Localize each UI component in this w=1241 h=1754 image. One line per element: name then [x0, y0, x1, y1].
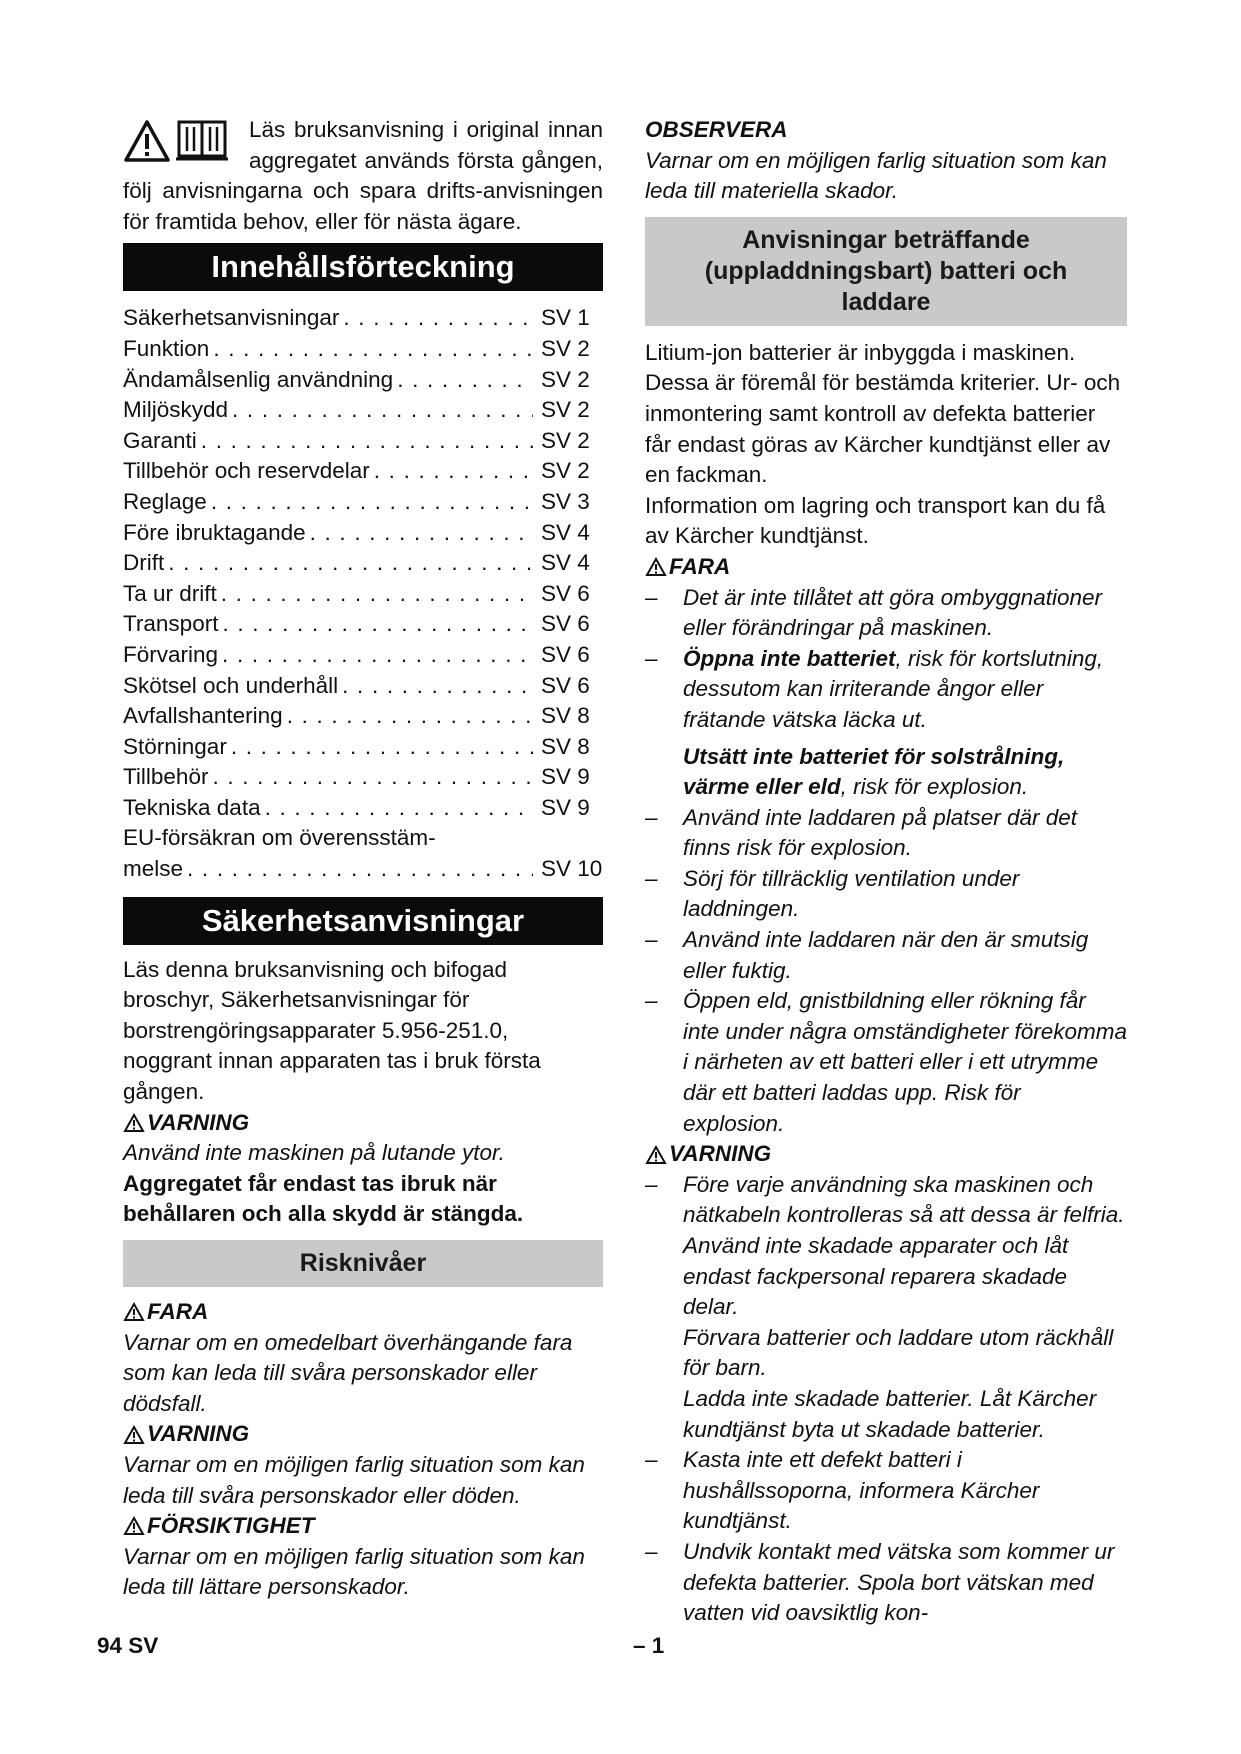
toc-title: Miljöskydd [123, 397, 229, 423]
toc-page: SV 6 [541, 641, 590, 667]
toc-list [123, 303, 603, 884]
toc-leader [261, 793, 533, 824]
toc-leader [283, 701, 533, 732]
toc-leader [338, 671, 533, 702]
risk-varning-text: Varnar om en möjligen farlig situation som kan leda till svåra personskador eller döden. [123, 1451, 585, 1508]
toc-row[interactable] [123, 671, 603, 702]
toc-row[interactable] [123, 640, 603, 671]
toc-title: melse [123, 856, 184, 882]
safety-bold-text: Aggregatet får endast tas ibruk när behållaren och alla skydd är stängda. [123, 1170, 524, 1227]
toc-page: SV 8 [541, 703, 590, 729]
list-item: – Använd inte laddaren på platser där det finns risk för explosion. [645, 804, 1078, 861]
toc-row[interactable] [123, 732, 603, 763]
risk-fara-label: FARA [123, 1297, 603, 1328]
toc-title: Ändamålsenlig användning [123, 366, 394, 392]
toc-title: Skötsel och underhåll [123, 672, 339, 698]
toc-page: SV 1 [541, 305, 590, 331]
toc-row-eu[interactable] [123, 823, 603, 854]
toc-leader [370, 456, 533, 487]
right-column [645, 115, 1127, 1629]
toc-page: SV 4 [541, 519, 590, 545]
toc-title: Säkerhetsanvisningar [123, 305, 340, 331]
risk-forsiktighet-text: Varnar om en möjligen farlig situation som kan leda till lättare personskador. [123, 1543, 585, 1600]
toc-row[interactable] [123, 609, 603, 640]
toc-leader [208, 762, 533, 793]
toc-title: EU-försäkran om överensstäm- [123, 825, 436, 851]
toc-page: SV 9 [541, 764, 590, 790]
risk-levels-section [123, 1297, 603, 1603]
toc-title: Funktion [123, 335, 210, 361]
intro-icons [123, 119, 239, 171]
toc-page: SV 2 [541, 397, 590, 423]
toc-page: SV 2 [541, 335, 590, 361]
toc-leader [207, 487, 533, 518]
toc-page: SV 2 [541, 458, 590, 484]
toc-title: Förvaring [123, 641, 219, 667]
toc-page: SV 2 [541, 427, 590, 453]
toc-title: Reglage [123, 488, 207, 514]
toc-leader [209, 334, 533, 365]
risk-fara-text: Varnar om en omedelbart överhängande fara som kan leda till svåra personskador eller dödsfall. [123, 1329, 573, 1416]
list-item: – Kasta inte ett defekt batteri i hushållssoporna, informera Kärcher kundtjänst. [645, 1447, 1040, 1534]
toc-row[interactable] [123, 762, 603, 793]
safety-heading: Säkerhetsanvisningar [123, 897, 603, 945]
footer-page-number: – 1 [633, 1633, 665, 1658]
warning-triangle-icon [123, 1113, 145, 1133]
toc-row[interactable] [123, 548, 603, 579]
warning-triangle-icon [123, 1425, 145, 1445]
toc-leader [393, 365, 533, 396]
toc-page: SV 6 [541, 672, 590, 698]
warning-triangle-icon [123, 1302, 145, 1322]
toc-title: Garanti [123, 427, 197, 453]
toc-title: Transport [123, 611, 219, 637]
battery-fara-list [645, 583, 1127, 1140]
battery-heading: Anvisningar beträffande (uppladdningsbart) batteri och laddare [645, 217, 1127, 326]
warning-triangle-icon [645, 1145, 667, 1165]
toc-row[interactable] [123, 303, 603, 334]
battery-intro-2: Information om lagring och transport kan du få av Kärcher kundtjänst. [645, 492, 1106, 549]
risk-observera-label: OBSERVERA [645, 117, 788, 142]
toc-leader [164, 548, 533, 579]
battery-varning-list [645, 1170, 1127, 1629]
warning-triangle-icon [123, 1516, 145, 1536]
toc-leader [218, 609, 533, 640]
toc-leader [339, 303, 533, 334]
battery-intro-1: Litium-jon batterier är inbyggda i maskinen. Dessa är föremål för bestämda kriterier. Ur- och inmontering samt kontroll av defekta batterier får endast göras av Kärcher kundtjänst eller av en fackman. [645, 339, 1121, 488]
toc-row[interactable] [123, 579, 603, 610]
toc-row[interactable] [123, 426, 603, 457]
toc-page: SV 6 [541, 580, 590, 606]
safety-warning-text: Använd inte maskinen på lutande ytor. [123, 1140, 505, 1166]
warning-triangle-icon [123, 119, 171, 163]
manual-book-icon [175, 119, 229, 163]
toc-page: SV 10 [541, 856, 603, 882]
toc-leader [218, 640, 533, 671]
toc-row[interactable] [123, 456, 603, 487]
toc-row[interactable] [123, 518, 603, 549]
toc-page: SV 8 [541, 733, 590, 759]
toc-leader [217, 579, 533, 610]
toc-row[interactable] [123, 701, 603, 732]
intro-text: Läs bruksanvisning i original innan aggregatet används första gången, följ anvisningarna och spara drifts-anvisningen för framtida behov, eller för nästa ägare. [123, 117, 603, 234]
toc-page: SV 3 [541, 488, 590, 514]
safety-section [123, 955, 603, 1230]
toc-row[interactable] [123, 487, 603, 518]
battery-fara-label: FARA [645, 552, 1127, 583]
risk-observera-text: Varnar om en möjligen farlig situation som kan leda till materiella skador. [645, 147, 1107, 204]
left-column [123, 115, 603, 1603]
toc-heading: Innehållsförteckning [123, 243, 603, 291]
list-item: – Öppna inte batteriet, risk för kortslutning, dessutom kan irriterande ångor eller frätande vätska läcka ut. Utsätt inte batteriet för solstrålning, värme eller eld, risk för explosion. [645, 645, 1104, 800]
safety-intro: Läs denna bruksanvisning och bifogad broschyr, Säkerhetsanvisningar för borstrengöringsapparater 5.956-251.0, noggrant innan apparaten tas i bruk första gången. [123, 956, 541, 1105]
toc-title: Tillbehör och reservdelar [123, 458, 370, 484]
toc-leader [306, 518, 533, 549]
toc-page: SV 4 [541, 550, 590, 576]
toc-title: Ta ur drift [123, 580, 217, 606]
list-item: – Det är inte tillåtet att göra ombyggnationer eller förändringar på maskinen. [645, 584, 1102, 641]
toc-title: Tekniska data [123, 794, 261, 820]
toc-page: SV 9 [541, 794, 590, 820]
list-item: – Före varje användning ska maskinen och nätkabeln kontrolleras så att dessa är felfria. Använd inte skadade apparater och låt endast fackpersonal reparera skadade delar. Förvara batterier och laddare utom räckhåll för barn. Ladda inte skadade batterier. Låt Kärcher kundtjänst byta ut skadade batterier. [645, 1171, 1125, 1442]
toc-page: SV 2 [541, 366, 590, 392]
toc-page: SV 6 [541, 611, 590, 637]
battery-section [645, 338, 1127, 1629]
list-item: – Undvik kontakt med vätska som kommer ur defekta batterier. Spola bort vätskan med vatten vid oavsiktlig kon- [645, 1538, 1115, 1626]
risk-varning-label: VARNING [123, 1419, 603, 1450]
toc-title: Störningar [123, 733, 227, 759]
toc-title: Före ibruktagande [123, 519, 306, 545]
toc-title: Avfallshantering [123, 703, 283, 729]
toc-leader [228, 395, 533, 426]
battery-varning-label: VARNING [645, 1139, 1127, 1170]
toc-row-eu-cont[interactable] [123, 854, 603, 885]
toc-row[interactable] [123, 365, 603, 396]
safety-warning-label: VARNING [123, 1108, 603, 1139]
toc-leader [183, 854, 533, 885]
toc-row[interactable] [123, 395, 603, 426]
toc-row[interactable] [123, 334, 603, 365]
list-item: – Använd inte laddaren när den är smutsig eller fuktig. [645, 927, 1089, 983]
list-item: – Sörj för tillräcklig ventilation under laddningen. [645, 865, 1020, 922]
toc-title: Tillbehör [123, 764, 209, 790]
toc-row[interactable] [123, 793, 603, 824]
intro-block [123, 115, 603, 237]
risk-levels-heading: Risknivåer [123, 1240, 603, 1287]
footer-page-label: 94 SV [97, 1633, 159, 1658]
risk-forsiktighet-label: FÖRSIKTIGHET [123, 1511, 603, 1542]
toc-leader [227, 732, 533, 763]
warning-triangle-icon [645, 557, 667, 577]
toc-title: Drift [123, 550, 165, 576]
list-item: – Öppen eld, gnistbildning eller rökning får inte under några omständigheter förekomma i närheten av ett batteri eller i ett utrymme där ett batteri laddas upp. Risk för explosion. [645, 988, 1128, 1136]
toc-leader [197, 426, 533, 457]
